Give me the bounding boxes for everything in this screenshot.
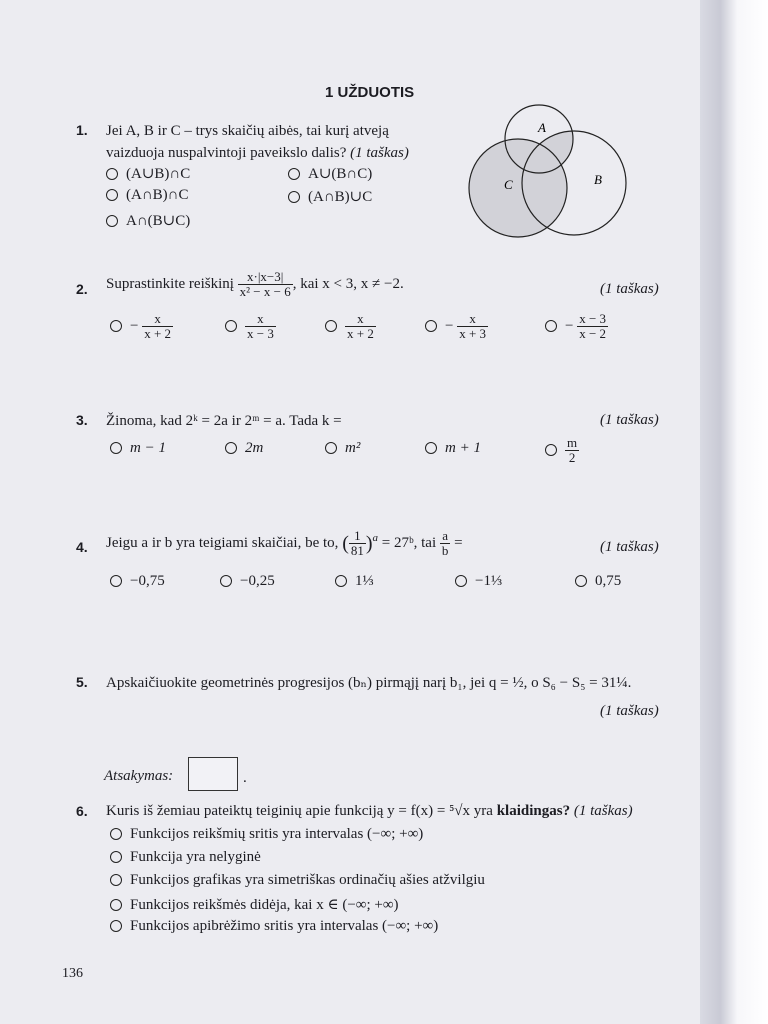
q6-points: (1 taškas)	[573, 803, 633, 819]
q5-text: Apskaičiuokite geometrinės progresijos (bₙ) pirmąjį narį b₁, jei q = ½, o S₆ − S₅ = 31¼.	[106, 675, 632, 691]
radio-circle-icon	[106, 168, 118, 180]
q2-option-b[interactable]: $\frac{x}{x - 3}$	[225, 312, 276, 341]
radio-circle-icon	[288, 168, 300, 180]
radio-circle-icon	[335, 575, 347, 587]
q6-option-c[interactable]: Funkcijos grafikas yra simetriškas ordinačių ašies atžvilgiu	[110, 872, 485, 889]
q5-number: 5.	[76, 674, 88, 690]
q3-points: (1 taškas)	[600, 412, 659, 428]
venn-label-b: B	[594, 172, 602, 187]
q6-option-e[interactable]: Funkcijos apibrėžimo sritis yra intervalas (−∞; +∞)	[110, 918, 438, 935]
radio-circle-icon	[225, 442, 237, 454]
venn-label-a: A	[538, 120, 546, 135]
q5-answer-label: Atsakymas:	[104, 768, 174, 784]
q6-option-d[interactable]: Funkcijos reikšmės didėja, kai x ∈ (−∞; +∞)	[110, 895, 399, 914]
q5-answer-box[interactable]	[188, 757, 238, 791]
q1-option-c[interactable]: (A∩B)∩C	[106, 187, 189, 204]
q1-number: 1.	[76, 122, 88, 138]
q3-text: Žinoma, kad 2ᵏ = 2a ir 2ᵐ = a. Tada k =	[106, 413, 342, 429]
radio-circle-icon	[110, 442, 122, 454]
venn-diagram	[468, 100, 634, 248]
radio-circle-icon	[425, 320, 437, 332]
radio-circle-icon	[106, 189, 118, 201]
q2-points: (1 taškas)	[600, 281, 659, 297]
q1-text-line1: Jei A, B ir C – trys skaičių aibės, tai kurį atveją	[106, 123, 389, 139]
q1-option-d[interactable]: (A∩B)∪C	[288, 187, 372, 206]
radio-circle-icon	[110, 874, 122, 886]
q1-option-e[interactable]: A∩(B∪C)	[106, 211, 190, 230]
venn-label-c: C	[504, 177, 513, 192]
q3-option-b[interactable]: 2m	[225, 440, 263, 457]
page-number: 136	[62, 966, 83, 981]
radio-circle-icon	[220, 575, 232, 587]
q2-option-c[interactable]: $\frac{x}{x + 2}$	[325, 312, 376, 341]
q2-option-d[interactable]: − $\frac{x}{x + 3}$	[425, 312, 488, 341]
q4-option-e[interactable]: 0,75	[575, 573, 621, 590]
q2-number: 2.	[76, 281, 88, 297]
q1-text-line2: vaizduoja nuspalvintoji paveikslo dalis? (1 taškas)	[106, 145, 409, 161]
q4-option-a[interactable]: −0,75	[110, 573, 165, 590]
q1-points: (1 taškas)	[350, 145, 409, 161]
q2-text: Suprastinkite reiškinį $\frac{x\cdot|x-3|}{\text{x² − x − 6}}$ , kai x < 3, x ≠ −2.	[106, 269, 404, 299]
q4-text: Jeigu a ir b yra teigiami skaičiai, be to, ( $\frac{1}{81}$ )$^a$ = 27ᵇ, tai $\frac{a}{b}$ =	[106, 528, 463, 559]
radio-circle-icon	[110, 828, 122, 840]
q4-number: 4.	[76, 539, 88, 555]
radio-circle-icon	[110, 851, 122, 863]
radio-circle-icon	[110, 575, 122, 587]
answer-period: .	[243, 770, 247, 786]
radio-circle-icon	[425, 442, 437, 454]
q6-number: 6.	[76, 803, 88, 819]
q2-expression-fraction: $\frac{x\cdot|x-3|}{\text{x² − x − 6}}$	[239, 269, 291, 299]
q3-option-a[interactable]: m − 1	[110, 440, 166, 457]
radio-circle-icon	[325, 320, 337, 332]
q4-option-c[interactable]: 1⅓	[335, 573, 374, 590]
radio-circle-icon	[110, 899, 122, 911]
q4-option-d[interactable]: −1⅓	[455, 573, 502, 590]
q3-number: 3.	[76, 412, 88, 428]
q4-option-b[interactable]: −0,25	[220, 573, 275, 590]
radio-circle-icon	[110, 320, 122, 332]
q2-option-e[interactable]: − $\frac{x - 3}{x - 2}$	[545, 312, 608, 341]
q3-option-d[interactable]: m + 1	[425, 440, 481, 457]
q6-option-a[interactable]: Funkcijos reikšmių sritis yra intervalas (−∞; +∞)	[110, 826, 423, 843]
radio-circle-icon	[225, 320, 237, 332]
radio-circle-icon	[106, 215, 118, 227]
radio-circle-icon	[455, 575, 467, 587]
q2-option-a[interactable]: − $\frac{x}{x + 2}$	[110, 312, 173, 341]
q4-points: (1 taškas)	[600, 539, 659, 555]
radio-circle-icon	[325, 442, 337, 454]
q3-option-e[interactable]: $\frac{m}{2}$	[545, 436, 579, 465]
q6-option-b[interactable]: Funkcija yra nelyginė	[110, 849, 261, 866]
radio-circle-icon	[545, 320, 557, 332]
page-title: 1 UŽDUOTIS	[325, 84, 415, 101]
radio-circle-icon	[575, 575, 587, 587]
q6-text: Kuris iš žemiau pateiktų teiginių apie funkciją y = f(x) = ⁵√x yra klaidingas? (1 taškas)	[106, 803, 633, 819]
q1-option-b[interactable]: A∪(B∩C)	[288, 164, 372, 183]
page-edge-shadow	[700, 0, 768, 1024]
radio-circle-icon	[545, 444, 557, 456]
q5-points: (1 taškas)	[600, 703, 659, 719]
q1-option-a[interactable]: (A∪B)∩C	[106, 164, 190, 183]
radio-circle-icon	[110, 920, 122, 932]
q3-option-c[interactable]: m²	[325, 440, 360, 457]
radio-circle-icon	[288, 191, 300, 203]
